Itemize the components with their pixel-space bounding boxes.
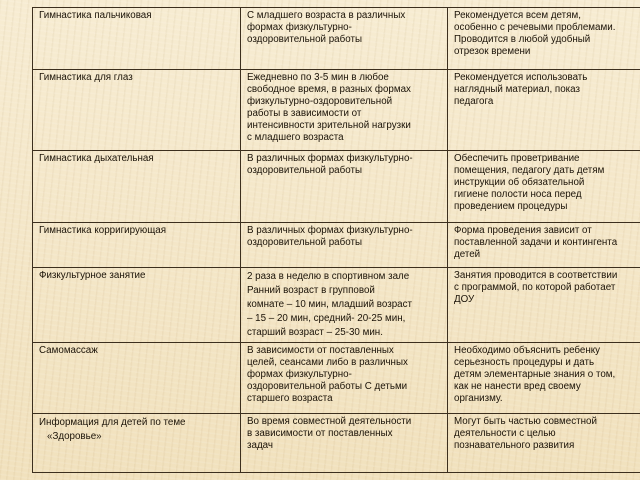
cell-text: Гимнастика для глаз: [39, 72, 133, 83]
recommendation-cell: [448, 8, 640, 70]
cell-line: наглядный материал, показ: [454, 84, 581, 95]
cell-line: старшего возраста: [247, 393, 333, 404]
table-row: [33, 343, 640, 414]
activity-type-cell: [33, 343, 241, 414]
schedule-cell: [241, 343, 448, 414]
cell-line: Обеспечить проветривание: [454, 153, 580, 164]
schedule-cell: [241, 414, 448, 473]
cell-text: Самомассаж: [39, 345, 98, 356]
table-row: [33, 151, 640, 223]
cell-line: серьезность процедуры и дать: [454, 357, 595, 368]
cell-line: познавательного развития: [454, 440, 575, 451]
recommendation-cell: [448, 151, 640, 223]
table-row: [33, 414, 640, 473]
cell-text: Физкультурное занятие: [39, 270, 146, 281]
cell-line: работы в зависимости от: [247, 108, 362, 119]
recommendation-cell: [448, 268, 640, 343]
cell-line: физкультурно-оздоровительной: [247, 96, 393, 107]
table-row: [33, 268, 640, 343]
cell-line: помещения, педагогу дать детям: [454, 165, 605, 176]
activity-type-cell: [33, 8, 241, 70]
schedule-cell: [241, 268, 448, 343]
cell-line: Рекомендуется использовать: [454, 72, 588, 83]
recommendation-cell: [448, 343, 640, 414]
cell-line: свободное время, в разных формах: [247, 84, 411, 95]
cell-line: деятельности с целью: [454, 428, 556, 439]
activity-type-cell: [33, 151, 241, 223]
cell-line: детей: [454, 249, 481, 260]
cell-line: Могут быть частью совместной: [454, 416, 597, 427]
activity-type-cell: [33, 268, 241, 343]
health-activities-table: [32, 7, 640, 473]
health-activities-table-wrap: [32, 7, 627, 465]
cell-line: оздоровительной работы: [247, 165, 362, 176]
cell-line: С младшего возраста в различных: [247, 10, 406, 21]
cell-line: 2 раза в неделю в спортивном зале: [247, 271, 410, 282]
cell-line: Занятия проводится в соответствии: [454, 270, 618, 281]
cell-line: Рекомендуется всем детям,: [454, 10, 581, 21]
cell-line: оздоровительной работы С детьми: [247, 381, 408, 392]
cell-line: детям элементарные знания о том,: [454, 369, 616, 380]
cell-line: организму.: [454, 393, 503, 404]
cell-line: В различных формах физкультурно-: [247, 153, 413, 164]
cell-line: с программой, по которой работает: [454, 282, 616, 293]
cell-line: «Здоровье»: [47, 431, 102, 442]
cell-line: оздоровительной работы: [247, 34, 362, 45]
table-row: [33, 8, 640, 70]
table-row: [33, 223, 640, 268]
cell-line: Проводится в любой удобный: [454, 34, 591, 45]
cell-line: отрезок времени: [454, 46, 531, 57]
cell-line: Ранний возраст в групповой: [247, 285, 375, 296]
cell-line: комнате – 10 мин, младший возраст: [247, 299, 412, 310]
recommendation-cell: [448, 414, 640, 473]
recommendation-cell: [448, 223, 640, 268]
cell-line: особенно с речевыми проблемами.: [454, 22, 616, 33]
activity-type-cell: [33, 70, 241, 151]
cell-line: Во время совместной деятельности: [247, 416, 412, 427]
cell-line: Информация для детей по теме: [39, 417, 186, 428]
cell-text: Гимнастика дыхательная: [39, 153, 154, 164]
cell-line: с младшего возраста: [247, 132, 344, 143]
schedule-cell: [241, 8, 448, 70]
cell-line: как не нанести вред своему: [454, 381, 581, 392]
cell-line: Форма проведения зависит от: [454, 225, 592, 236]
cell-line: формах физкультурно-: [247, 22, 352, 33]
cell-line: в зависимости от поставленных: [247, 428, 393, 439]
cell-line: старший возраст – 25-30 мин.: [247, 327, 383, 338]
cell-line: ДОУ: [454, 294, 475, 305]
recommendation-cell: [448, 70, 640, 151]
cell-line: инструкции об обязательной: [454, 177, 585, 188]
cell-text: Гимнастика корригирующая: [39, 225, 167, 236]
cell-line: гигиене полости носа перед: [454, 189, 582, 200]
cell-line: оздоровительной работы: [247, 237, 362, 248]
cell-line: педагога: [454, 96, 494, 107]
cell-line: Необходимо объяснить ребенку: [454, 345, 601, 356]
cell-line: интенсивности зрительной нагрузки: [247, 120, 411, 131]
activity-type-cell: [33, 223, 241, 268]
activity-type-cell: [33, 414, 241, 473]
schedule-cell: [241, 223, 448, 268]
cell-line: Ежедневно по 3-5 мин в любое: [247, 72, 389, 83]
cell-line: задач: [247, 440, 273, 451]
cell-line: формах физкультурно-: [247, 369, 352, 380]
table-row: [33, 70, 640, 151]
cell-text: Гимнастика пальчиковая: [39, 10, 152, 21]
schedule-cell: [241, 70, 448, 151]
schedule-cell: [241, 151, 448, 223]
cell-line: целей, сеансами либо в различных: [247, 357, 408, 368]
cell-line: В зависимости от поставленных: [247, 345, 394, 356]
cell-line: – 15 – 20 мин, средний- 20-25 мин,: [247, 313, 406, 324]
cell-line: поставленной задачи и контингента: [454, 237, 618, 248]
cell-line: В различных формах физкультурно-: [247, 225, 413, 236]
cell-line: проведением процедуры: [454, 201, 568, 212]
